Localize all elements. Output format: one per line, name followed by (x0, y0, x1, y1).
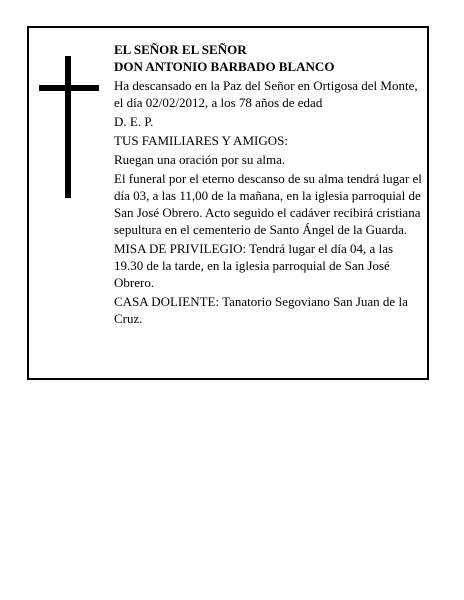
death-announcement: Ha descansado en la Paz del Señor en Ortigosa del Monte, el día 02/02/2012, a los 78 años de edad (114, 78, 418, 110)
cross-icon (39, 56, 99, 198)
prayer-request: Ruegan una oración por su alma. (114, 152, 286, 167)
privilege-mass: MISA DE PRIVILEGIO: Tendrá lugar el día 04, a las 19.30 de la tarde, en la iglesia parroquial de San José Obrero. (114, 241, 394, 290)
mourning-house: CASA DOLIENTE: Tanatorio Segoviano San Juan de la Cruz. (114, 294, 408, 326)
heading-title: EL SEÑOR EL SEÑOR (114, 42, 247, 57)
cross-horizontal-bar (39, 85, 99, 91)
family-heading: TUS FAMILIARES Y AMIGOS: (114, 133, 288, 148)
deceased-name: DON ANTONIO BARBADO BLANCO (114, 59, 335, 74)
cross-vertical-bar (65, 56, 71, 198)
funeral-details: El funeral por el eterno descanso de su alma tendrá lugar el día 03, a las 11,00 de la mañana, en la iglesia parroquial de San José Obrero. Acto seguido el cadáver recibirá cristiana sepultura en el cementerio de Santo Ángel de la Guarda. (114, 171, 422, 237)
obituary-notice (27, 26, 429, 380)
rip-line: D. E. P. (114, 114, 154, 129)
notice-text (114, 41, 424, 329)
